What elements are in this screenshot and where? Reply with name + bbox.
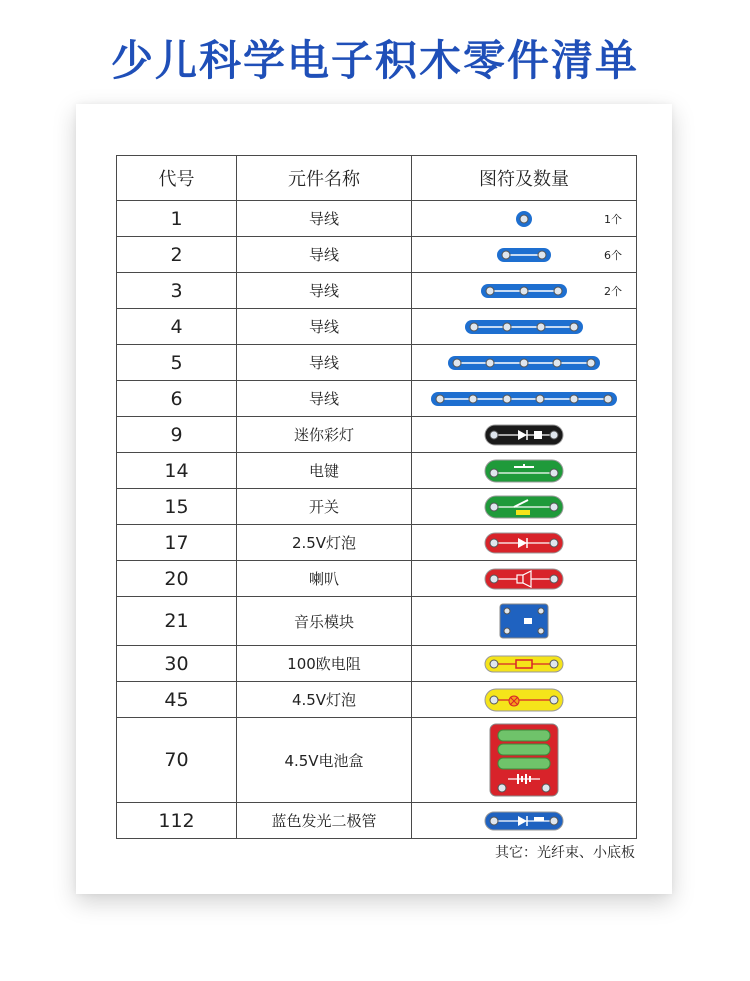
wire-3-icon xyxy=(480,281,568,301)
part-code: 2 xyxy=(117,237,237,273)
parts-table xyxy=(116,155,637,839)
part-symbol-cell xyxy=(412,309,637,345)
part-symbol-cell xyxy=(412,561,637,597)
part-name: 开关 xyxy=(237,489,412,525)
part-name: 喇叭 xyxy=(237,561,412,597)
table-row xyxy=(117,561,637,597)
table-row xyxy=(117,597,637,646)
part-code: 9 xyxy=(117,417,237,453)
table-row xyxy=(117,381,637,417)
table-row xyxy=(117,417,637,453)
part-code: 112 xyxy=(117,803,237,839)
table-row xyxy=(117,718,637,803)
part-symbol-cell xyxy=(412,381,637,417)
table-row xyxy=(117,309,637,345)
part-symbol-cell xyxy=(412,237,637,273)
part-name: 导线 xyxy=(237,345,412,381)
part-code: 20 xyxy=(117,561,237,597)
part-symbol-cell xyxy=(412,646,637,682)
part-qty: 6个 xyxy=(604,248,622,262)
part-symbol-cell xyxy=(412,489,637,525)
part-qty: 2个 xyxy=(604,284,622,298)
part-symbol-cell xyxy=(412,453,637,489)
table-row xyxy=(117,273,637,309)
wire-2-icon xyxy=(496,245,552,265)
part-code: 14 xyxy=(117,453,237,489)
table-row xyxy=(117,453,637,489)
part-symbol-cell xyxy=(412,417,637,453)
table-row xyxy=(117,489,637,525)
music-module-icon xyxy=(499,603,549,639)
part-code: 45 xyxy=(117,682,237,718)
part-name: 2.5V灯泡 xyxy=(237,525,412,561)
mini-led-icon xyxy=(484,423,564,447)
table-row xyxy=(117,803,637,839)
part-code: 4 xyxy=(117,309,237,345)
blue-led-icon xyxy=(484,810,564,832)
table-row xyxy=(117,646,637,682)
header-code: 代号 xyxy=(117,156,237,201)
wire-6-icon xyxy=(430,389,618,409)
part-symbol-cell xyxy=(412,682,637,718)
part-code: 5 xyxy=(117,345,237,381)
table-row xyxy=(117,345,637,381)
page-title: 少儿科学电子积木零件清单 xyxy=(110,36,639,85)
speaker-icon xyxy=(484,567,564,591)
bulb-4-5v-icon xyxy=(484,687,564,713)
slide-switch-icon xyxy=(484,494,564,520)
part-name: 4.5V灯泡 xyxy=(237,682,412,718)
part-code: 15 xyxy=(117,489,237,525)
part-name: 迷你彩灯 xyxy=(237,417,412,453)
wire-4-icon xyxy=(464,317,584,337)
resistor-icon xyxy=(484,654,564,674)
table-row xyxy=(117,525,637,561)
part-symbol-cell xyxy=(412,597,637,646)
bulb-2-5v-icon xyxy=(484,531,564,555)
part-name: 导线 xyxy=(237,309,412,345)
part-symbol-cell xyxy=(412,718,637,803)
part-name: 导线 xyxy=(237,381,412,417)
header-symbol: 图符及数量 xyxy=(412,156,637,201)
part-code: 30 xyxy=(117,646,237,682)
other-parts-note: 其它：光纤束、小底板 xyxy=(495,845,635,861)
table-row xyxy=(117,201,637,237)
wire-1-icon xyxy=(514,209,534,229)
part-symbol-cell xyxy=(412,273,637,309)
part-name: 导线 xyxy=(237,237,412,273)
part-name: 100欧电阻 xyxy=(237,646,412,682)
header-name: 元件名称 xyxy=(237,156,412,201)
battery-box-icon xyxy=(488,722,560,798)
part-symbol-cell xyxy=(412,525,637,561)
part-name: 电键 xyxy=(237,453,412,489)
part-name: 导线 xyxy=(237,273,412,309)
part-code: 17 xyxy=(117,525,237,561)
part-symbol-cell xyxy=(412,345,637,381)
table-row xyxy=(117,237,637,273)
part-symbol-cell xyxy=(412,803,637,839)
press-switch-icon xyxy=(484,458,564,484)
part-name: 导线 xyxy=(237,201,412,237)
wire-5-icon xyxy=(447,353,601,373)
part-code: 6 xyxy=(117,381,237,417)
table-row xyxy=(117,682,637,718)
part-code: 70 xyxy=(117,718,237,803)
table-header-row xyxy=(117,156,637,201)
part-code: 21 xyxy=(117,597,237,646)
part-qty: 1个 xyxy=(604,212,622,226)
part-name: 蓝色发光二极管 xyxy=(237,803,412,839)
part-name: 4.5V电池盒 xyxy=(237,718,412,803)
part-name: 音乐模块 xyxy=(237,597,412,646)
part-code: 1 xyxy=(117,201,237,237)
part-code: 3 xyxy=(117,273,237,309)
part-symbol-cell xyxy=(412,201,637,237)
